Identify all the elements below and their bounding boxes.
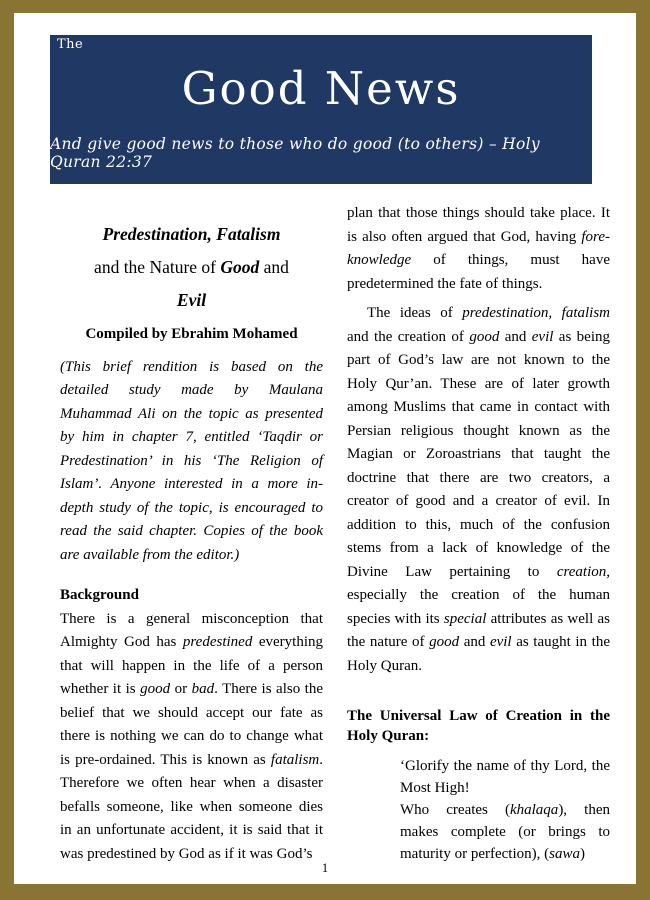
quran-quote <box>400 755 610 865</box>
article-title-line: and the Nature of Good and <box>94 257 289 277</box>
background-paragraph: There is a general misconception that Almighty God has predestined everything that will happen in the life of a person whether it is good or bad. There is also the belief that we should accept our fate as there is nothing we can do to change what is pre-ordained. This is known as fatalism. Therefore we often hear when a disaster befalls someone, like when someone dies in an unfortunate accident, it is said that it was predestined by God as if it was God’s <box>60 610 324 862</box>
article-title-line: Predestination, Fatalism <box>102 224 281 244</box>
quote-line: Who creates (khalaqa), then makes complete (or brings to maturity or perfection), (sawa) <box>400 802 610 862</box>
newsletter-title: Good News <box>181 62 461 115</box>
law-heading: The Universal Law of Creation in the Holy Quran: <box>347 708 610 744</box>
column-right <box>347 198 610 866</box>
page-number: 1 <box>321 861 329 875</box>
paragraph: The ideas of predestination, fatalism and the creation of good and evil as being part of God’s law are not known to the Holy Qur’an. These are of later growth among Muslims that came in contact with Persian religious thought known as the Magian or Zoroastrians that taught the doctrine that there are two creators, a creator of good and a creator of evil. In addition to this, much of the confusion stems from a lack of knowledge of the Divine Law pertaining to creation, especially the creation of the human species with its special attributes as well as the nature of good and evil as taught in the Holy Quran. <box>347 305 610 674</box>
background-heading: Background <box>60 587 139 603</box>
article-title <box>60 218 323 317</box>
editor-note: (This brief rendition is based on the detailed study made by Maulana Muhammad Ali on the topic as presented by him in chapter 7, entitled ‘Taqdir or Predestination’ in his ‘The Religion of Islam’. Anyone interested in a more in-depth study of the topic, is encouraged to read the said chapter. Copies of the book are available from the editor.) <box>60 358 323 563</box>
masthead-kicker: The <box>57 37 84 52</box>
article-body <box>60 198 610 866</box>
column-left <box>60 198 323 866</box>
issue-line: July 2019 Volume 10 No. 7 <box>213 181 429 200</box>
newsletter-subtitle: And give good news to those who do good (to others) – Holy Quran 22:37 <box>50 134 540 171</box>
quote-line: ‘Glorify the name of thy Lord, the Most High! <box>400 758 610 796</box>
article-title-line: Evil <box>176 290 207 310</box>
byline: Compiled by Ebrahim Mohamed <box>85 326 298 342</box>
masthead <box>50 35 592 200</box>
paragraph: plan that those things should take place. It is also often argued that God, having fore-knowledge of things, must have predetermined the fate of things. <box>347 205 610 292</box>
page-sheet <box>14 13 636 884</box>
